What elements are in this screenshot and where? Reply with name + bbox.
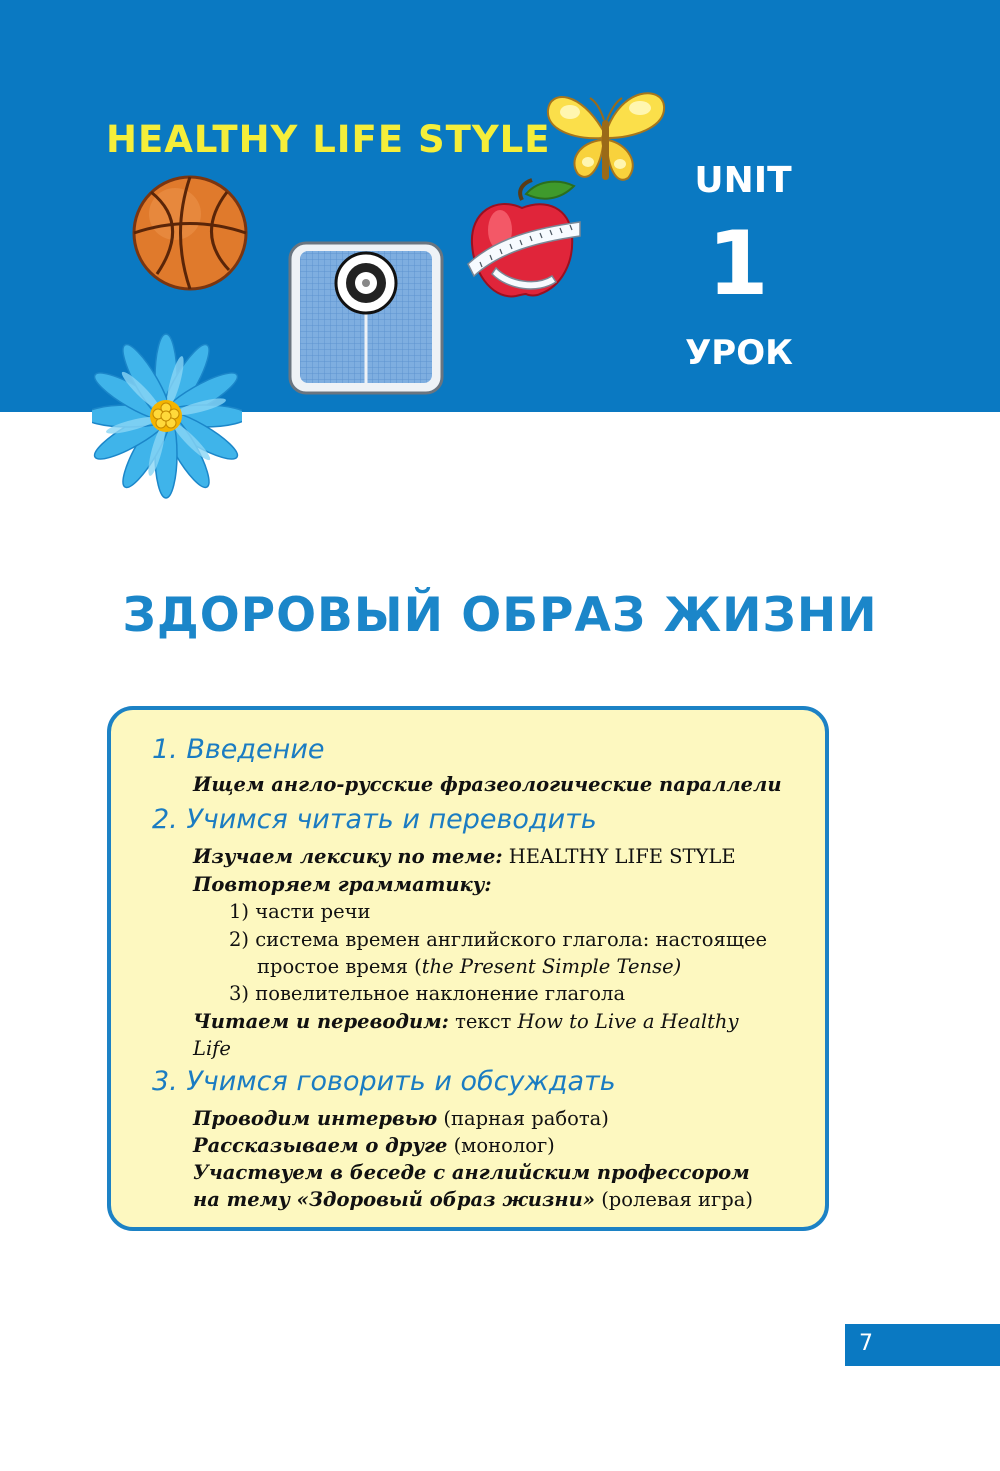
- interview-label: Проводим интервью: [193, 1107, 438, 1130]
- grammar-item-2-cont-italic: the Present Simple Tense): [421, 955, 682, 978]
- page-number-bar: [845, 1324, 1000, 1366]
- section-1-line-1: Ищем англо-русские фразеологические параллели: [193, 773, 782, 796]
- vocab-topic: HEALTHY LIFE STYLE: [502, 845, 736, 868]
- vocab-label: Изучаем лексику по теме:: [193, 845, 503, 868]
- section-3-line-4: [193, 1190, 753, 1210]
- grammar-item-2-cont: [257, 957, 681, 977]
- friend-note: (монолог): [447, 1134, 555, 1157]
- roleplay-label: на тему «Здоровый образ жизни»: [193, 1188, 595, 1211]
- butterfly-icon: [540, 80, 670, 192]
- friend-label: Рассказываем о друге: [193, 1134, 448, 1157]
- read-text: текст: [448, 1010, 518, 1033]
- page-number: 7: [859, 1331, 873, 1356]
- roleplay-note: (ролевая игра): [595, 1188, 753, 1211]
- unit-ru-label: УРОК: [685, 333, 793, 373]
- bathroom-scale-icon: [288, 241, 444, 395]
- section-3-line-3: Участвуем в беседе с английским профессором: [193, 1161, 750, 1184]
- read-title-cont: Life: [193, 1037, 231, 1060]
- section-2-vocab-line: [193, 847, 736, 867]
- section-2-read-line: [193, 1012, 739, 1032]
- chapter-title: ЗДОРОВЫЙ ОБРАЗ ЖИЗНИ: [122, 588, 878, 643]
- section-3-line-2: [193, 1136, 555, 1156]
- unit-label: UNIT: [694, 160, 792, 201]
- basketball-icon: [131, 174, 249, 292]
- section-3-heading: 3. Учимся говорить и обсуждать: [152, 1066, 616, 1097]
- unit-number: 1: [707, 212, 769, 315]
- section-1-heading: 1. Введение: [152, 734, 325, 765]
- section-2-grammar-label: Повторяем грамматику:: [193, 873, 492, 896]
- read-label: Читаем и переводим:: [193, 1010, 449, 1033]
- read-title: How to Live a Healthy: [517, 1010, 739, 1033]
- apple-tape-icon: [466, 178, 582, 302]
- grammar-item-2: 2) система времен английского глагола: настоящее: [229, 928, 768, 951]
- section-2-heading: 2. Учимся читать и переводить: [152, 804, 597, 835]
- interview-note: (парная работа): [437, 1107, 609, 1130]
- grammar-item-2-cont-text: простое время (: [257, 955, 422, 978]
- banner-title: HEALTHY LIFE STYLE: [106, 118, 551, 161]
- grammar-item-3: 3) повелительное наклонение глагола: [229, 982, 626, 1005]
- section-3-line-1: [193, 1109, 609, 1129]
- flower-icon: [92, 330, 242, 500]
- grammar-item-1: 1) части речи: [229, 900, 371, 923]
